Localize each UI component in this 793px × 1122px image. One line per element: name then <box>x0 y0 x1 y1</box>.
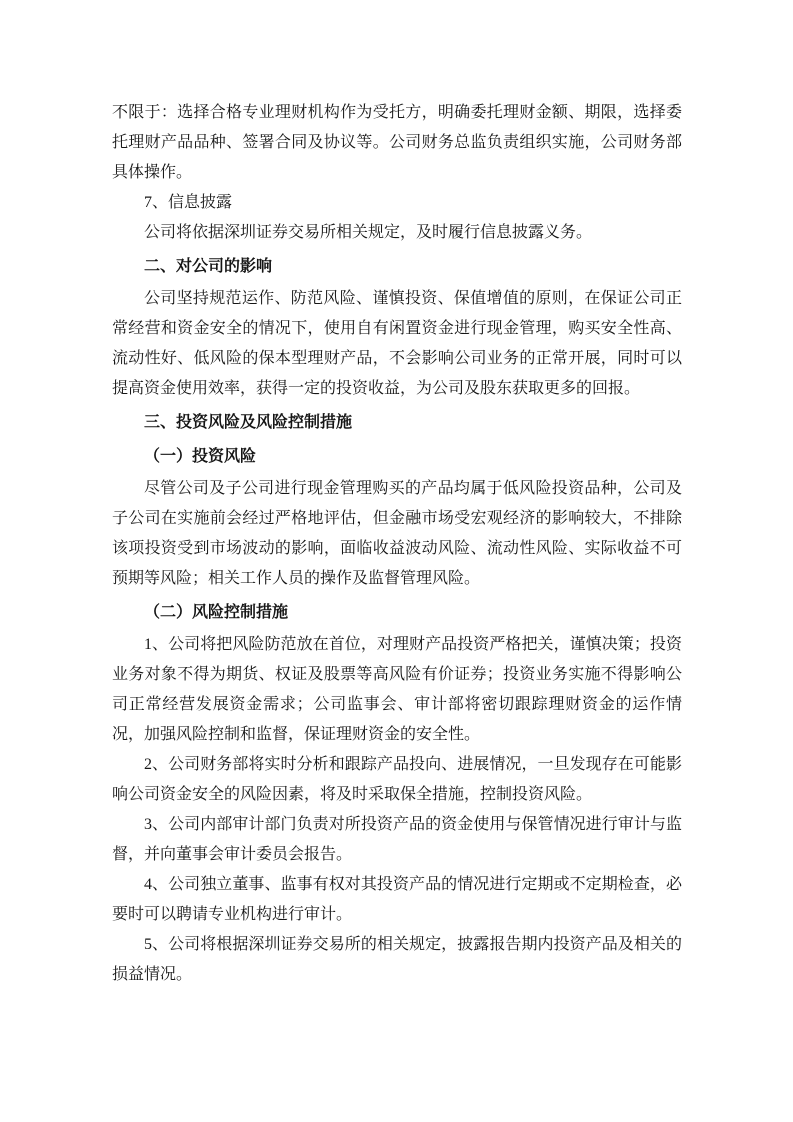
paragraph: 5、公司将根据深圳证券交易所的相关规定，披露报告期内投资产品及相关的损益情况。 <box>112 936 682 983</box>
paragraph: 3、公司内部审计部门负责对所投资产品的资金使用与保管情况进行审计与监督，并向董事会审计委员会报告。 <box>112 816 682 863</box>
paragraph: 4、公司独立董事、监事有权对其投资产品的情况进行定期或不定期检查，必要时可以聘请专业机构进行审计。 <box>112 876 682 923</box>
section-heading: 二、对公司的影响 <box>144 258 273 275</box>
document-content <box>112 98 682 990</box>
paragraph: 尽管公司及子公司进行现金管理购买的产品均属于低风险投资品种，公司及子公司在实施前会经过严格地评估，但金融市场受宏观经济的影响较大，不排除该项投资受到市场波动的影响，面临收益波动风险、流动性风险、实际收益不可预期等风险；相关工作人员的操作及监督管理风险。 <box>112 480 682 587</box>
section-heading: （二）风险控制措施 <box>144 604 289 621</box>
section-heading: （一）投资风险 <box>144 448 257 465</box>
paragraph: 不限于：选择合格专业理财机构作为受托方，明确委托理财金额、期限，选择委托理财产品品种、签署合同及协议等。公司财务总监负责组织实施，公司财务部具体操作。 <box>112 104 682 181</box>
paragraph: 1、公司将把风险防范放在首位，对理财产品投资严格把关，谨慎决策；投资业务对象不得为期货、权证及股票等高风险有价证券；投资业务实施不得影响公司正常经营发展资金需求；公司监事会、审计部将密切跟踪理财资金的运作情况，加强风险控制和监督，保证理财资金的安全性。 <box>112 636 682 743</box>
paragraph: 2、公司财务部将实时分析和跟踪产品投向、进展情况，一旦发现存在可能影响公司资金安全的风险因素，将及时采取保全措施，控制投资风险。 <box>112 756 682 803</box>
paragraph: 公司坚持规范运作、防范风险、谨慎投资、保值增值的原则，在保证公司正常经营和资金安全的情况下，使用自有闲置资金进行现金管理，购买安全性高、流动性好、低风险的保本型理财产品，不会影响公司业务的正常开展，同时可以提高资金使用效率，获得一定的投资收益，为公司及股东获取更多的回报。 <box>112 290 682 397</box>
paragraph: 7、信息披露 <box>144 194 233 211</box>
paragraph: 公司将依据深圳证券交易所相关规定，及时履行信息披露义务。 <box>144 224 593 241</box>
section-heading: 三、投资风险及风险控制措施 <box>144 414 353 431</box>
